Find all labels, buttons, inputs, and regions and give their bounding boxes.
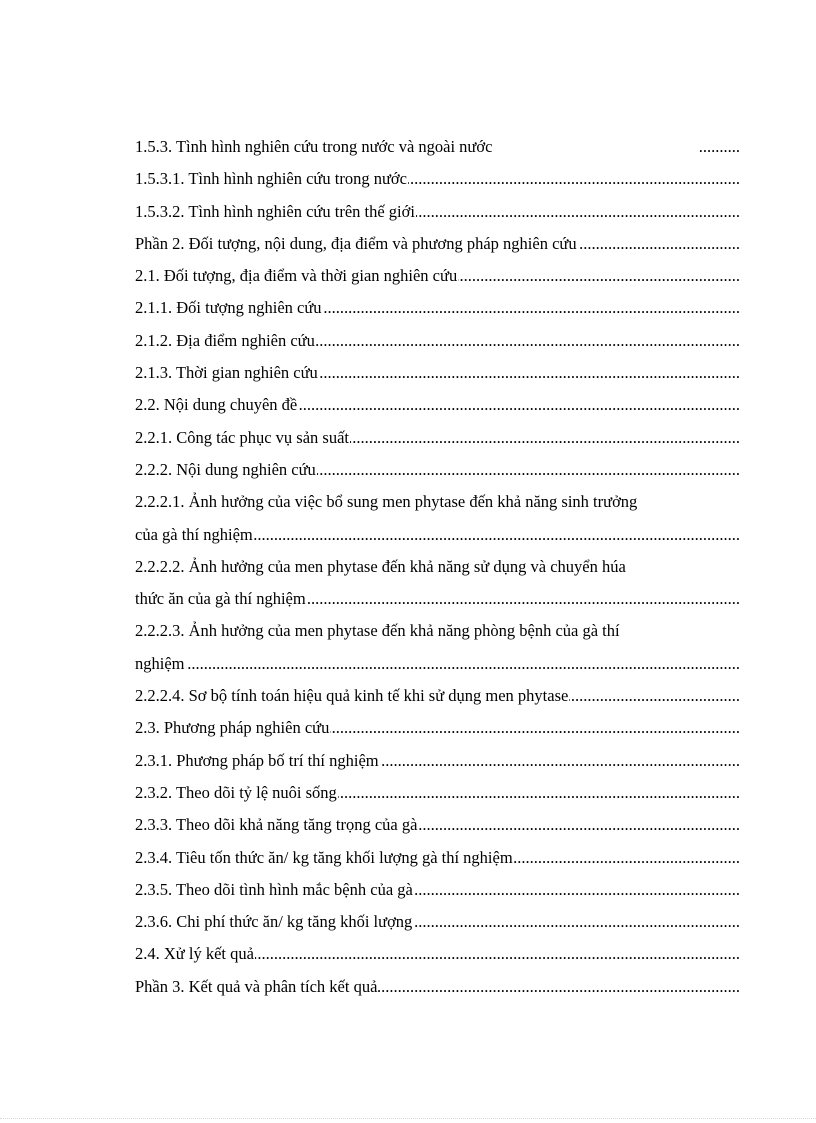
toc-entry-line-with-leader bbox=[135, 325, 740, 357]
toc-entry-line-with-leader bbox=[135, 292, 740, 324]
toc-entry-text: 2.2. Nội dung chuyên đề bbox=[135, 395, 298, 415]
toc-entry-text: 1.5.3.1. Tình hình nghiên cứu trong nước bbox=[135, 169, 407, 189]
toc-entry-text: 2.3.1. Phương pháp bố trí thí nghiệm bbox=[135, 750, 379, 770]
toc-entry-line-with-leader bbox=[135, 648, 740, 680]
toc-entry[interactable] bbox=[135, 260, 740, 292]
toc-entry[interactable] bbox=[135, 486, 740, 551]
toc-entry[interactable] bbox=[135, 938, 740, 970]
toc-entry-text: 2.1. Đối tượng, địa điểm và thời gian nghiên cứu bbox=[135, 266, 458, 286]
toc-entry-text: 1.5.3. Tình hình nghiên cứu trong nước và ngoài nước bbox=[135, 137, 493, 156]
toc-entry-text: 2.4. Xử lý kết quả bbox=[135, 944, 254, 964]
toc-entry-text: 2.3.3. Theo dõi khả năng tăng trọng của gà bbox=[135, 815, 418, 835]
toc-entry[interactable] bbox=[135, 196, 740, 228]
table-of-contents bbox=[135, 131, 740, 1003]
toc-entry-line bbox=[135, 551, 740, 583]
toc-entry-text: 2.3. Phương pháp nghiên cứu bbox=[135, 718, 330, 738]
toc-entry-text: 2.2.2.3. Ảnh hưởng của men phytase đến khả năng phòng bệnh của gà thí bbox=[135, 621, 620, 641]
toc-entry-line-with-leader bbox=[135, 196, 740, 228]
toc-entry-line-with-leader bbox=[135, 422, 740, 454]
toc-entry-line-with-leader bbox=[135, 842, 740, 874]
toc-entry-line-with-leader bbox=[135, 938, 740, 970]
toc-entry[interactable] bbox=[135, 842, 740, 874]
toc-entry-text: 2.1.3. Thời gian nghiên cứu bbox=[135, 363, 318, 383]
toc-entry[interactable] bbox=[135, 131, 740, 163]
toc-entry-line-with-leader bbox=[135, 712, 740, 744]
toc-entry[interactable] bbox=[135, 777, 740, 809]
toc-entry-text: 2.2.2.1. Ảnh hưởng của việc bổ sung men phytase đến khả năng sinh trưởng bbox=[135, 492, 638, 512]
toc-entry-line-with-leader bbox=[135, 389, 740, 421]
toc-entry-line-with-leader bbox=[135, 228, 740, 260]
toc-entry[interactable] bbox=[135, 292, 740, 324]
toc-entry[interactable] bbox=[135, 422, 740, 454]
toc-entry[interactable] bbox=[135, 357, 740, 389]
toc-entry-text: Phần 2. Đối tượng, nội dung, địa điểm và phương pháp nghiên cứu bbox=[135, 233, 577, 253]
toc-entry-text: 2.3.6. Chi phí thức ăn/ kg tăng khối lượng bbox=[135, 912, 413, 932]
toc-entry[interactable] bbox=[135, 325, 740, 357]
toc-entry-line-with-leader bbox=[135, 809, 740, 841]
toc-entry-line bbox=[135, 486, 740, 518]
toc-entry-line-with-leader bbox=[135, 454, 740, 486]
toc-entry-text: thức ăn của gà thí nghiệm bbox=[135, 589, 306, 609]
toc-entry-line-with-leader bbox=[135, 357, 740, 389]
toc-entry-line-with-leader bbox=[135, 874, 740, 906]
toc-entry[interactable] bbox=[135, 906, 740, 938]
toc-entry[interactable] bbox=[135, 228, 740, 260]
toc-entry-text: 2.3.2. Theo dõi tỷ lệ nuôi sống bbox=[135, 782, 337, 802]
toc-entry[interactable] bbox=[135, 712, 740, 744]
toc-entry[interactable] bbox=[135, 454, 740, 486]
toc-entry-text: 2.2.2.4. Sơ bộ tính toán hiệu quả kinh tế khi sử dụng men phytase bbox=[135, 686, 569, 706]
toc-entry-line-with-leader bbox=[135, 680, 740, 712]
toc-entry-line-with-leader bbox=[135, 260, 740, 292]
toc-entry-text: 2.3.4. Tiêu tốn thức ăn/ kg tăng khối lượng gà thí nghiệm bbox=[135, 847, 513, 867]
toc-entry-text: 2.2.1. Công tác phục vụ sản suất bbox=[135, 427, 350, 447]
toc-entry[interactable] bbox=[135, 163, 740, 195]
toc-entry-text: 2.2.2. Nội dung nghiên cứu bbox=[135, 459, 316, 479]
toc-entry-line-with-leader bbox=[135, 583, 740, 615]
toc-entry-line-with-leader bbox=[135, 971, 740, 1003]
toc-entry-text: 2.1.2. Địa điểm nghiên cứu bbox=[135, 330, 315, 350]
toc-entry-text: 1.5.3.2. Tình hình nghiên cứu trên thế giới bbox=[135, 201, 415, 221]
toc-entry-line-with-leader bbox=[135, 777, 740, 809]
toc-entry-line-with-leader bbox=[135, 745, 740, 777]
toc-entry-text: 2.2.2.2. Ảnh hưởng của men phytase đến khả năng sử dụng và chuyển húa bbox=[135, 556, 626, 576]
toc-entry-text: 2.1.1. Đối tượng nghiên cứu bbox=[135, 298, 322, 318]
toc-entry[interactable] bbox=[135, 745, 740, 777]
toc-entry-text: 2.3.5. Theo dõi tình hình mắc bệnh của gà bbox=[135, 879, 413, 899]
toc-entry-line-with-leader bbox=[135, 519, 740, 551]
page-bottom-rule bbox=[0, 1118, 816, 1119]
toc-entry[interactable] bbox=[135, 615, 740, 680]
toc-entry-line bbox=[135, 615, 740, 647]
toc-entry-text: Phần 3. Kết quả và phân tích kết quả bbox=[135, 976, 378, 996]
toc-entry[interactable] bbox=[135, 874, 740, 906]
toc-entry-text: nghiệm bbox=[135, 653, 185, 673]
toc-entry[interactable] bbox=[135, 680, 740, 712]
toc-entry-line-with-leader bbox=[135, 131, 740, 163]
toc-entry[interactable] bbox=[135, 809, 740, 841]
toc-entry-text: của gà thí nghiệm bbox=[135, 524, 253, 544]
toc-entry[interactable] bbox=[135, 389, 740, 421]
toc-entry[interactable] bbox=[135, 551, 740, 616]
toc-entry-line-with-leader bbox=[135, 906, 740, 938]
toc-entry[interactable] bbox=[135, 971, 740, 1003]
toc-entry-line-with-leader bbox=[135, 163, 740, 195]
